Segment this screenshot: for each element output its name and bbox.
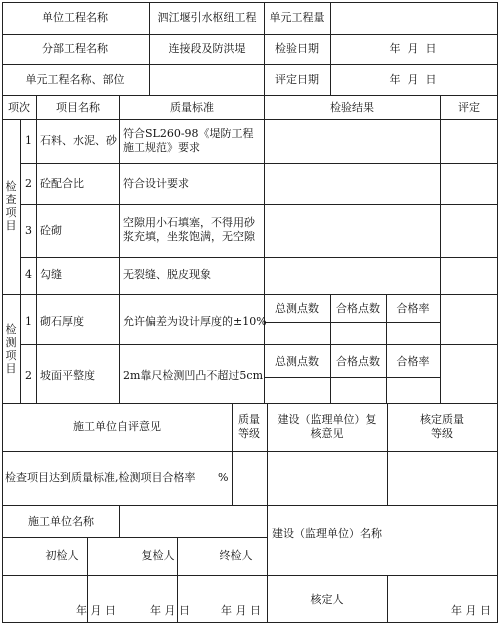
date-final-inspector: 年 月 日 bbox=[221, 604, 261, 617]
sub-project-label: 分部工程名称 bbox=[42, 42, 108, 55]
assess-date-label: 评定日期 bbox=[275, 73, 319, 86]
test-items-group-label: 检测项目 bbox=[5, 323, 17, 375]
assess-date-value: 年 月 日 bbox=[389, 73, 437, 86]
points-pass-label: 合格点数 bbox=[336, 355, 380, 368]
unit-project-label: 单位工程名称 bbox=[42, 11, 108, 24]
col-item-name: 项目名称 bbox=[56, 101, 100, 114]
percent-sign: % bbox=[218, 471, 229, 484]
test-item-no: 1 bbox=[25, 315, 32, 328]
verified-grade-label: 核定质量等级 bbox=[420, 413, 464, 440]
inspection-date-value: 年 月 日 bbox=[389, 42, 437, 55]
verifier-label: 核定人 bbox=[310, 593, 344, 606]
re-inspector-label: 复检人 bbox=[141, 549, 175, 562]
test-item-name: 砌石厚度 bbox=[40, 315, 84, 328]
check-item-no: 1 bbox=[25, 134, 32, 147]
check-item-no: 2 bbox=[25, 177, 32, 190]
first-inspector-label: 初检人 bbox=[45, 549, 79, 562]
check-item-standard: 无裂缝、脱皮现象 bbox=[123, 268, 211, 281]
sub-project-value: 连接段及防洪堤 bbox=[168, 42, 246, 55]
points-total-label: 总测点数 bbox=[275, 355, 319, 368]
check-item-name: 砼砌 bbox=[40, 224, 62, 237]
check-items-group-label: 检查项目 bbox=[5, 180, 17, 232]
quality-grade-label: 质量等级 bbox=[238, 413, 260, 440]
check-item-standard: 符合设计要求 bbox=[123, 177, 189, 190]
unit-project-value: 泗江堰引水枢纽工程 bbox=[157, 11, 257, 24]
inspection-date-label: 检验日期 bbox=[275, 42, 319, 55]
test-item-no: 2 bbox=[25, 369, 32, 382]
points-total-label: 总测点数 bbox=[275, 302, 319, 315]
date-re-inspector: 年 月 日 bbox=[150, 604, 190, 617]
check-item-no: 4 bbox=[25, 268, 32, 281]
check-item-standard: 空隙用小石填塞，不得用砂浆充填，坐浆饱满，无空隙 bbox=[123, 216, 255, 243]
test-item-standard: 2m靠尺检测凹凸不超过5cm bbox=[123, 369, 264, 382]
pass-rate-label: 合格率 bbox=[396, 302, 430, 315]
col-quality-std: 质量标准 bbox=[170, 101, 214, 114]
check-item-standard: 符合SL260-98《堤防工程施工规范》要求 bbox=[123, 127, 254, 154]
check-item-name: 石料、水泥、砂 bbox=[40, 134, 117, 147]
date-verifier: 年 月 日 bbox=[451, 604, 491, 617]
element-quantity-label: 单元工程量 bbox=[269, 11, 325, 24]
col-item-no: 项次 bbox=[8, 101, 30, 114]
self-eval-label: 施工单位自评意见 bbox=[73, 420, 161, 433]
test-item-name: 坡面平整度 bbox=[40, 369, 95, 382]
check-item-no: 3 bbox=[25, 224, 32, 237]
review-opinion-label: 建设（监理单位）复核意见 bbox=[277, 413, 377, 440]
contractor-name-label: 施工单位名称 bbox=[28, 515, 94, 528]
date-first-inspector: 年 月 日 bbox=[76, 604, 116, 617]
supervisor-name-label: 建设（监理单位）名称 bbox=[272, 527, 382, 540]
check-item-name: 砼配合比 bbox=[40, 177, 84, 190]
pass-rate-label: 合格率 bbox=[396, 355, 430, 368]
element-name-label: 单元工程名称、部位 bbox=[25, 73, 125, 86]
statement-text: 检查项目达到质量标准,检测项目合格率 bbox=[5, 471, 196, 484]
check-item-name: 勾缝 bbox=[40, 268, 62, 281]
col-result: 检验结果 bbox=[330, 101, 374, 114]
final-inspector-label: 终检人 bbox=[219, 549, 253, 562]
test-item-standard: 允许偏差为设计厚度的±10% bbox=[123, 315, 267, 328]
col-assessment: 评定 bbox=[458, 101, 480, 114]
points-pass-label: 合格点数 bbox=[336, 302, 380, 315]
